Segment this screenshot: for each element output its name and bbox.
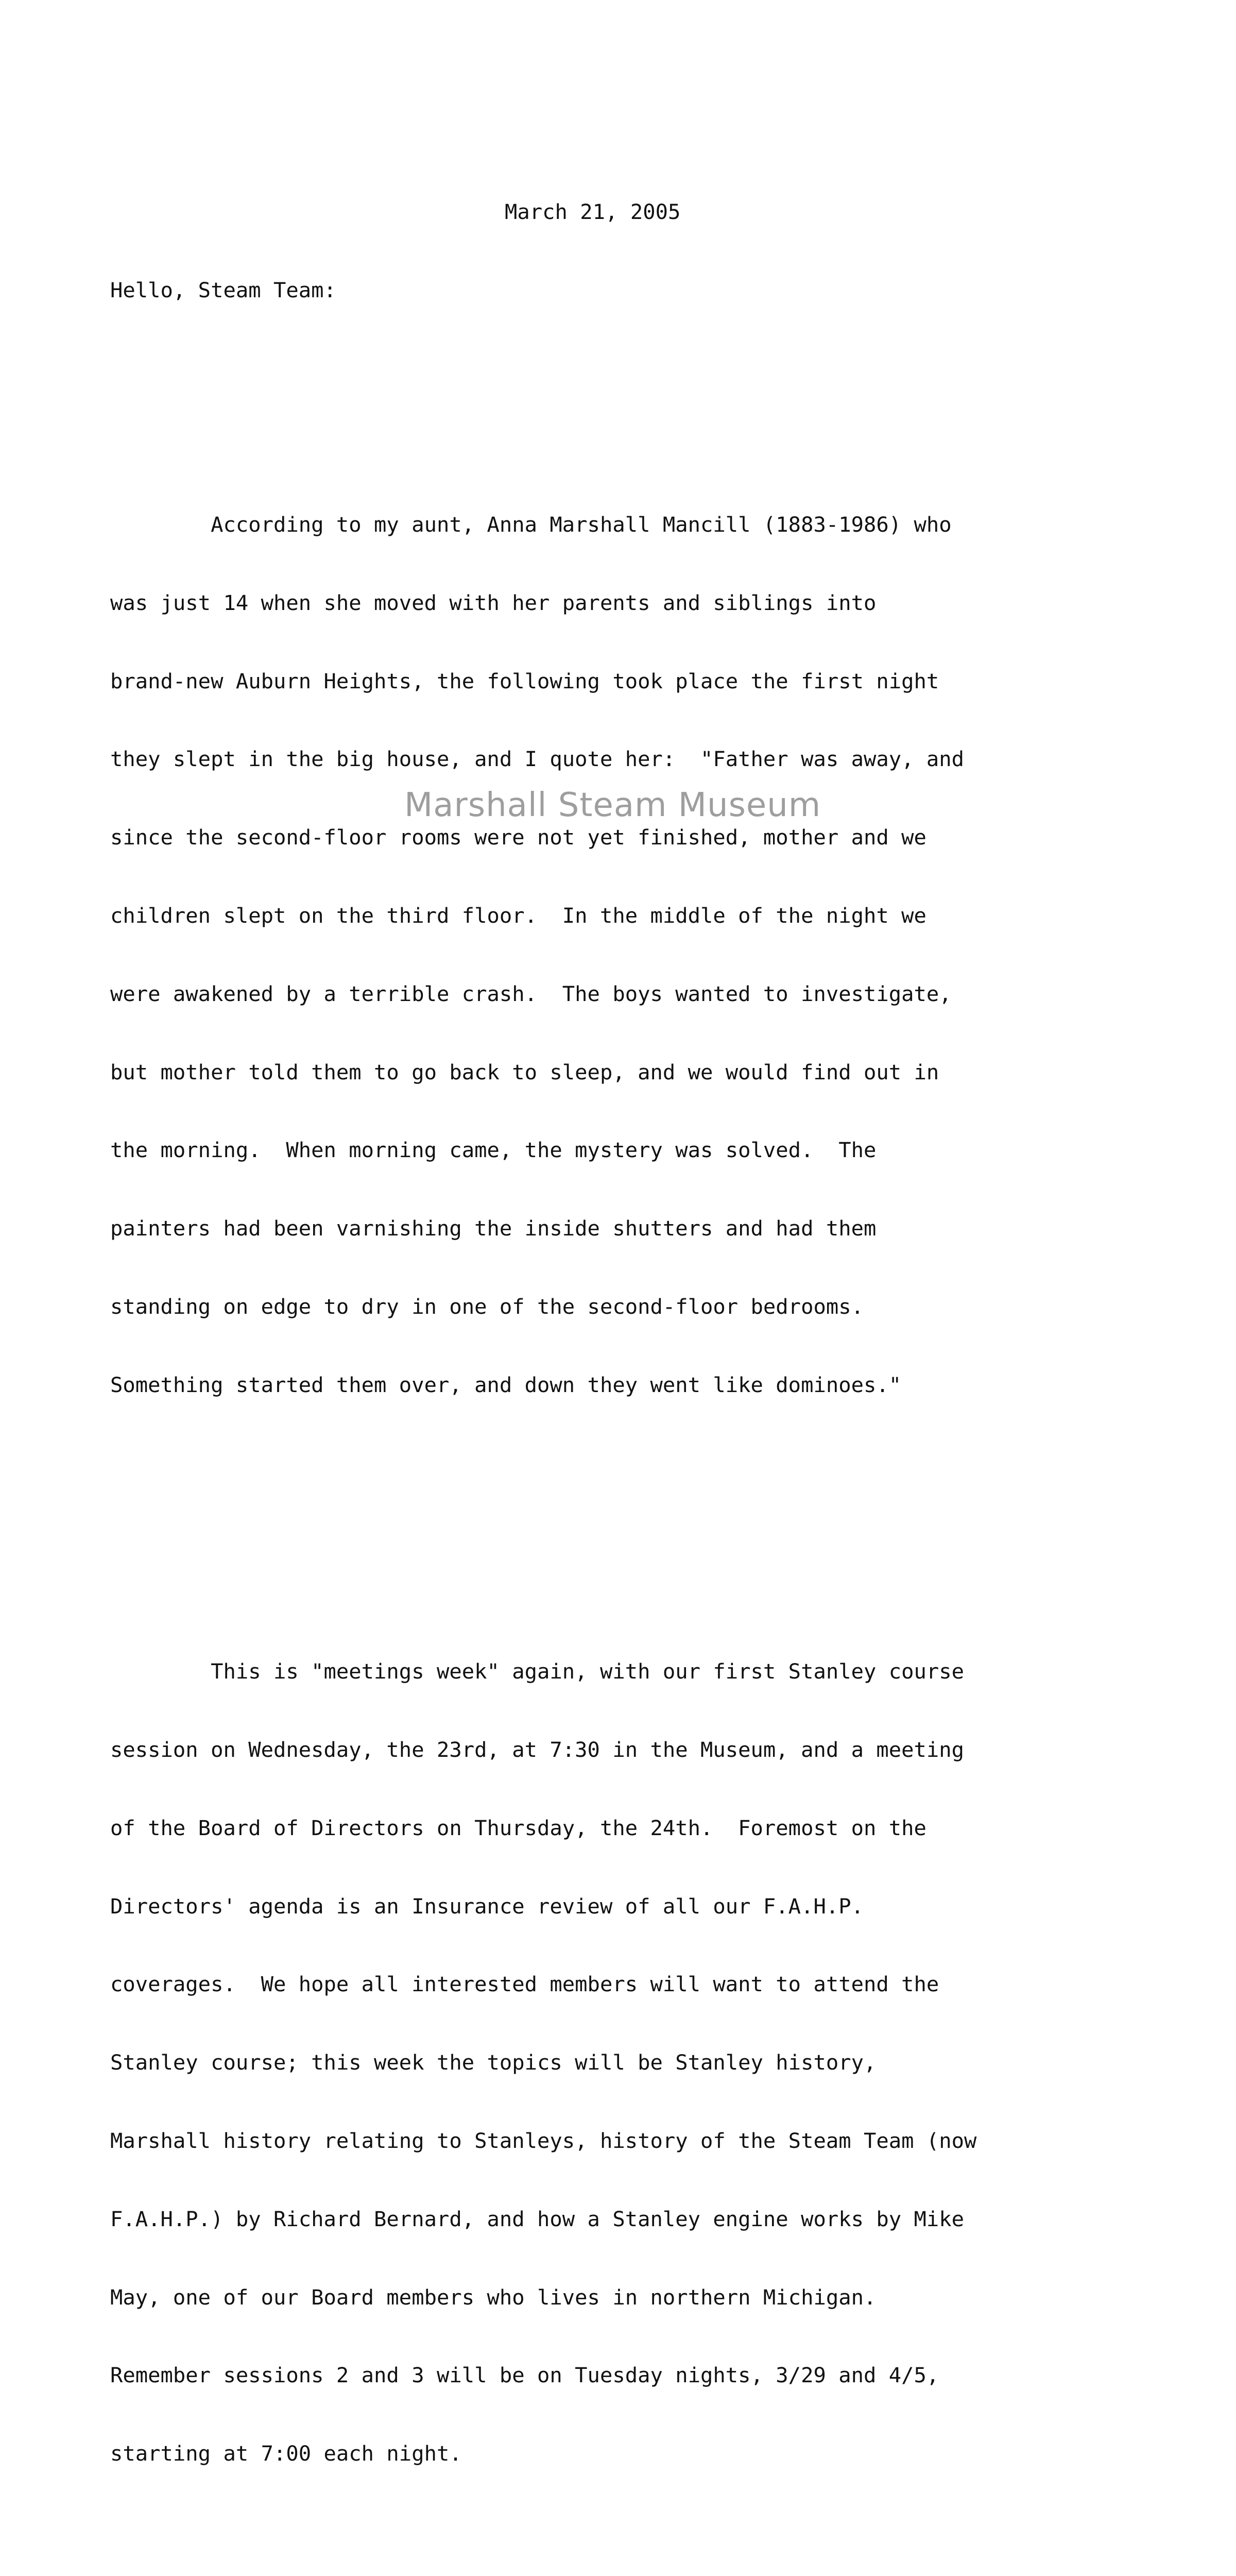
text-line: painters had been varnishing the inside shutters and had them [110, 1216, 877, 1241]
museum-watermark: Marshall Steam Museum [404, 786, 821, 824]
letter-date: March 21, 2005 [505, 199, 681, 224]
text-line: starting at 7:00 each night. [110, 2441, 462, 2466]
greeting: Hello, Steam Team: [110, 277, 336, 302]
text-line: According to my aunt, Anna Marshall Mancill (1883-1986) who [110, 512, 952, 537]
text-line: was just 14 when she moved with her parents and siblings into [110, 590, 877, 615]
text-line: Something started them over, and down they went like dominoes." [110, 1372, 902, 1397]
text-line: F.A.H.P.) by Richard Bernard, and how a Stanley engine works by Mike [110, 2206, 965, 2231]
letter-body [110, 199, 1089, 2576]
paragraph-anecdote [110, 460, 1089, 1450]
text-line: coverages. We hope all interested members will want to attend the [110, 1972, 939, 1997]
text-line: the morning. When morning came, the mystery was solved. The [110, 1138, 877, 1163]
text-line: session on Wednesday, the 23rd, at 7:30 in the Museum, and a meeting [110, 1737, 965, 1762]
text-line: children slept on the third floor. In the middle of the night we [110, 903, 926, 928]
text-line: May, one of our Board members who lives in northern Michigan. [110, 2284, 877, 2310]
text-line: Directors' agenda is an Insurance review of all our F.A.H.P. [110, 1893, 864, 1919]
text-line: of the Board of Directors on Thursday, the 24th. Foremost on the [110, 1815, 926, 1840]
paragraph-gap [110, 2571, 1089, 2576]
text-line: Marshall history relating to Stanleys, history of the Steam Team (now [110, 2128, 977, 2153]
text-line: standing on edge to dry in one of the second-floor bedrooms. [110, 1294, 864, 1319]
text-line: Remember sessions 2 and 3 will be on Tuesday nights, 3/29 and 4/5, [110, 2363, 939, 2388]
paragraph-meetings [110, 1606, 1089, 2519]
paragraph-gap [110, 1502, 1089, 1529]
text-line: Stanley course; this week the topics will be Stanley history, [110, 2050, 877, 2075]
text-line: brand-new Auburn Heights, the following took place the first night [110, 668, 939, 693]
text-line: were awakened by a terrible crash. The boys wanted to investigate, [110, 981, 952, 1006]
text-line: since the second-floor rooms were not yet finished, mother and we [110, 825, 926, 850]
paragraph-gap [110, 355, 1089, 382]
text-line: they slept in the big house, and I quote her: "Father was away, and [110, 747, 965, 772]
text-line: This is "meetings week" again, with our first Stanley course [110, 1659, 965, 1684]
text-line: but mother told them to go back to sleep, and we would find out in [110, 1059, 939, 1084]
